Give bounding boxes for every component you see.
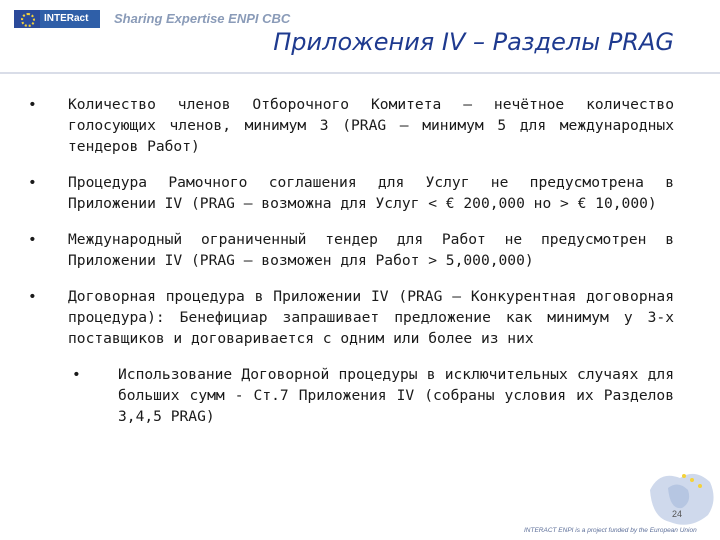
bullet-item [20,286,674,349]
bullet-text: Количество членов Отборочного Комитета – нечётное количество голосующих членов, минимум 3 (PRAG – минимум 5 для международных тендеров Работ) [68,96,674,155]
tagline: Sharing Expertise ENPI CBC [114,11,291,26]
header-divider [0,72,720,74]
slide-title: Приложения IV – Разделы PRAG [273,28,674,56]
sub-bullet-icon: • [72,366,81,383]
bullet-text: Договорная процедура в Приложении IV (PRAG – Конкурентная договорная процедура): Бенефициар запрашивает предложение как минимум у 3-х поставщиков и договаривается с одним или более из них [68,288,674,347]
page-number: 24 [671,509,682,519]
sub-bullet-text: Использование Договорной процедуры в исключительных случаях для больших сумм - Ст.7 Приложения IV (собраны условия их Разделов 3,4,5 PRAG) [118,366,674,425]
logo-text: INTERact [40,10,100,28]
eu-flag-icon [14,10,40,28]
bullet-text: Международный ограниченный тендер для Работ не предусмотрен в Приложении IV (PRAG – возможен для Работ > 5,000,000) [68,231,674,269]
bullet-item [20,229,674,271]
bullet-item [20,94,674,157]
bullet-icon: • [28,96,37,113]
footer-text: INTERACT ENPI is a project funded by the European Union [524,527,697,534]
bullet-item [20,172,674,214]
interact-logo [14,10,100,28]
bullet-icon: • [28,288,37,305]
bullet-icon: • [28,174,37,191]
bullet-icon: • [28,231,37,248]
bullet-text: Процедура Рамочного соглашения для Услуг не предусмотрена в Приложении IV (PRAG – возможна для Услуг < € 200,000 но > € 10,000) [68,174,674,212]
sub-bullet-item [68,364,674,427]
slide-content [20,94,674,427]
